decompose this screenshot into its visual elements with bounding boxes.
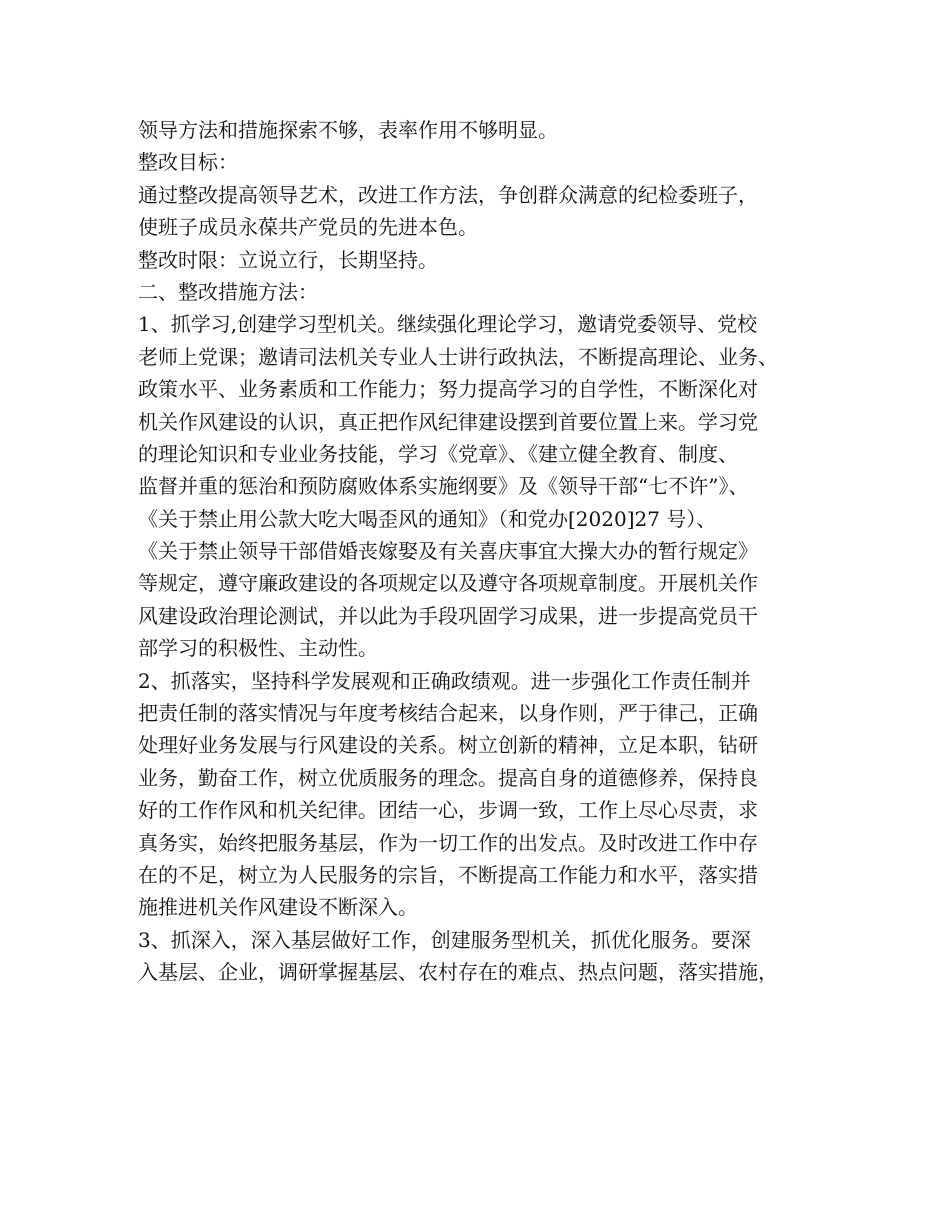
text-line: 部学习的积极性、主动性。 [138, 636, 378, 661]
document-body [138, 114, 828, 989]
text-line: 把责任制的落实情况与年度考核结合起来，以身作则，严于律己，正确 [138, 701, 758, 726]
text-line: 整改时限：立说立行，长期坚持。 [138, 247, 438, 272]
text-line: 领导方法和措施探索不够，表率作用不够明显。 [138, 118, 558, 142]
text-line: 3、抓深入，深入基层做好工作，创建服务型机关，抓优化服务。要深 [138, 927, 751, 952]
text-line: 业务，勤奋工作，树立优质服务的理念。提高自身的道德修养，保持良 [138, 765, 758, 790]
text-line: 老师上党课；邀请司法机关专业人士讲行政执法，不断提高理论、业务、 [138, 344, 778, 369]
text-line: 通过整改提高领导艺术，改进工作方法，争创群众满意的纪检委班子， [138, 182, 758, 207]
text-line: 好的工作作风和机关纪律。团结一心，步调一致，工作上尽心尽责，求 [138, 798, 758, 823]
text-line: 处理好业务发展与行风建设的关系。树立创新的精神，立足本职，钻研 [138, 733, 758, 758]
text-line: 在的不足，树立为人民服务的宗旨，不断提高工作能力和水平，落实措 [138, 862, 758, 887]
text-line: 的理论知识和专业业务技能，学习《党章》、《建立健全教育、制度、 [138, 441, 738, 466]
text-line: 监督并重的惩治和预防腐败体系实施纲要》及《领导干部“七不许”》、 [138, 474, 749, 499]
section-heading-target: 整改目标： [138, 150, 238, 175]
text-line: 入基层、企业，调研掌握基层、农村存在的难点、热点问题，落实措施， [138, 960, 778, 985]
text-line: 施推进机关作风建设不断深入。 [138, 895, 418, 920]
text-line: 使班子成员永葆共产党员的先进本色。 [138, 215, 478, 240]
text-line: 政策水平、业务素质和工作能力；努力提高学习的自学性，不断深化对 [138, 377, 758, 402]
text-line: 等规定，遵守廉政建设的各项规定以及遵守各项规章制度。开展机关作 [138, 571, 758, 596]
section-heading-measures: 二、整改措施方法： [138, 279, 318, 304]
text-line: 《关于禁止领导干部借婚丧嫁娶及有关喜庆事宜大操大办的暂行规定》 [138, 539, 758, 564]
text-line: 《关于禁止用公款大吃大喝歪风的通知》（和党办[2020]27 号）、 [138, 506, 717, 531]
text-line: 机关作风建设的认识，真正把作风纪律建设摆到首要位置上来。学习党 [138, 409, 758, 434]
text-line: 1、抓学习,创建学习型机关。继续强化理论学习，邀请党委领导、党校 [138, 312, 758, 337]
text-line: 风建设政治理论测试，并以此为手段巩固学习成果，进一步提高党员干 [138, 603, 758, 628]
text-line: 真务实，始终把服务基层，作为一切工作的出发点。及时改进工作中存 [138, 830, 758, 855]
text-line: 2、抓落实，坚持科学发展观和正确政绩观。进一步强化工作责任制并 [138, 668, 751, 693]
